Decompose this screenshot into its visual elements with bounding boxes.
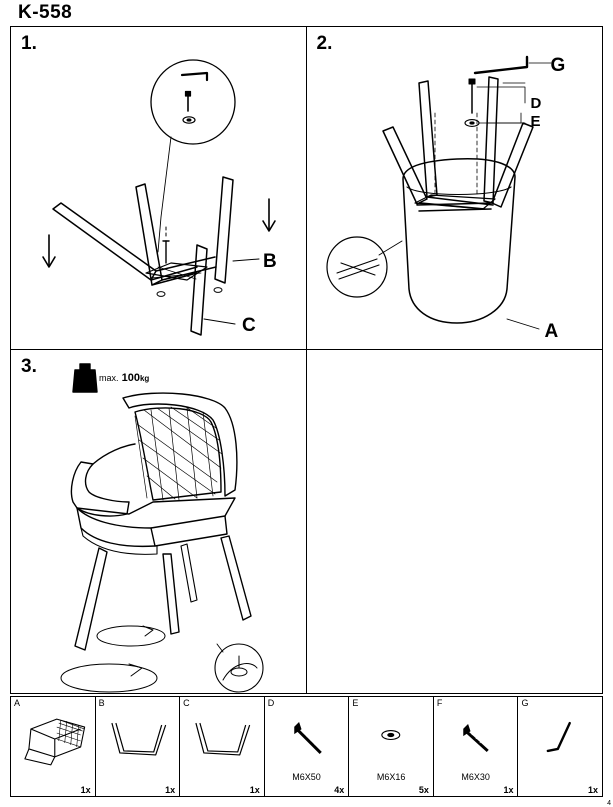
part-code: M6X30 — [461, 772, 490, 782]
step-1-callout-c: C — [242, 315, 256, 336]
step-2-callout-g: G — [550, 55, 566, 76]
part-letter: A — [14, 698, 21, 708]
part-cell-b — [96, 697, 181, 796]
step-2-number: 2. — [316, 33, 333, 54]
step-2-callout-e: E — [530, 113, 541, 130]
step-1-panel — [11, 27, 307, 350]
part-letter: E — [352, 698, 359, 708]
part-code: M6X50 — [292, 772, 321, 782]
part-qty: 1x — [249, 785, 260, 795]
step-2-callout-a: A — [544, 321, 559, 342]
step-3-panel — [11, 350, 307, 693]
part-cell-g — [518, 697, 602, 796]
part-cell-e — [349, 697, 434, 796]
max-load-prefix: max. — [99, 373, 119, 383]
step-1-illustration — [11, 27, 307, 351]
page-title: K-558 — [18, 2, 73, 23]
part-cell-f — [434, 697, 519, 796]
steps-grid — [10, 26, 603, 694]
washer-icon — [349, 707, 433, 767]
part-cell-c — [180, 697, 265, 796]
part-qty: 1x — [503, 785, 514, 795]
part-letter: G — [521, 698, 529, 708]
parts-legend — [10, 696, 603, 797]
max-load-unit: kg — [139, 374, 150, 383]
step-2-callout-d: D — [530, 95, 542, 112]
step-1-callout-b: B — [263, 251, 277, 272]
part-qty: 1x — [588, 785, 599, 795]
part-qty: 1x — [80, 785, 91, 795]
step-3-illustration — [11, 350, 307, 694]
step-2-panel — [307, 27, 603, 350]
part-cell-a — [11, 697, 96, 796]
part-letter: C — [183, 698, 190, 708]
max-load-label — [99, 372, 149, 384]
leg-frame-c-icon — [180, 707, 264, 767]
max-load-value: 100 — [121, 372, 140, 384]
corner-mark: 4 — [607, 800, 611, 807]
step-3-number: 3. — [21, 356, 37, 377]
leg-frame-b-icon — [96, 707, 180, 767]
chair-seat-shell-icon — [11, 707, 95, 767]
step-1-number: 1. — [21, 33, 37, 54]
part-letter: D — [267, 698, 275, 708]
bolt-short-icon — [434, 707, 518, 767]
allen-key-icon — [518, 707, 602, 767]
part-letter: F — [436, 698, 443, 708]
part-qty: 4x — [334, 785, 345, 795]
part-code: M6X16 — [376, 772, 406, 782]
part-letter: B — [98, 698, 105, 708]
step-4-panel-empty — [307, 350, 603, 693]
bolt-long-icon — [265, 707, 349, 767]
part-cell-d — [265, 697, 350, 796]
part-qty: 5x — [418, 785, 429, 795]
part-qty: 1x — [165, 785, 176, 795]
